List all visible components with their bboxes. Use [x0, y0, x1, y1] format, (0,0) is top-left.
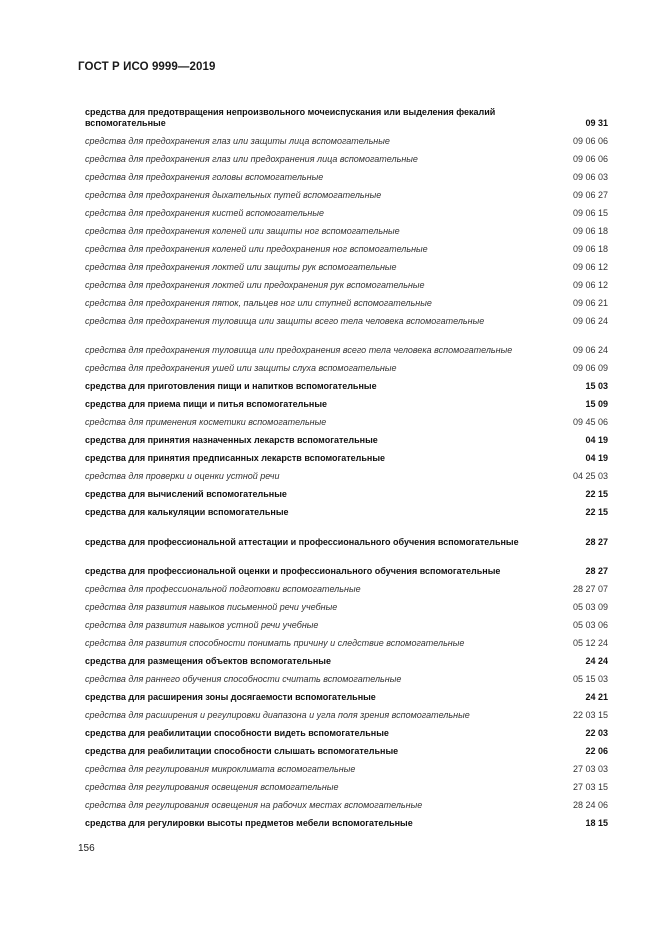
- document-header: ГОСТ Р ИСО 9999—2019: [78, 61, 216, 73]
- entry-term: средства для вычислений вспомогательные: [85, 489, 287, 499]
- entry-code: 09 06 12: [572, 279, 608, 290]
- entry-term: средства для развития навыков устной речи учебные: [85, 620, 319, 630]
- entry-code: 09 06 21: [572, 297, 608, 308]
- index-entry: [85, 595, 608, 613]
- entry-term: средства для раннего обучения способности считать вспомогательные: [85, 674, 402, 684]
- index-entry: [85, 775, 608, 793]
- entry-code: 09 31: [585, 117, 608, 128]
- entry-term: средства для предохранения локтей или предохранения рук вспомогательные: [85, 279, 425, 290]
- entry-term: средства для развития навыков письменной речи учебные: [85, 602, 338, 612]
- index-entry: [85, 446, 608, 464]
- index-entry: [85, 237, 608, 255]
- entry-term: средства для предохранения локтей или защиты рук вспомогательные: [85, 261, 397, 272]
- index-entry: [85, 482, 608, 500]
- entry-code: 09 06 06: [572, 153, 608, 164]
- entry-term: средства для профессиональной оценки и профессионального обучения вспомогательные: [85, 566, 501, 576]
- entry-term: средства для расширения и регулировки диапазона и угла поля зрения вспомогательные: [85, 710, 470, 720]
- index-entry: [85, 793, 608, 811]
- entry-code: 09 06 27: [572, 189, 608, 200]
- entry-code: 09 06 06: [572, 135, 608, 146]
- entry-code: 09 06 12: [572, 261, 608, 272]
- entry-code: 09 06 09: [572, 363, 608, 373]
- entry-code: 28 27 07: [572, 584, 608, 594]
- entry-term: средства для предотвращения непроизвольного мочеиспускания или выделения фекалий вспомогательные: [85, 106, 496, 128]
- index-entry: [85, 410, 608, 428]
- index-entry: [85, 327, 608, 357]
- entry-term: средства для принятия назначенных лекарств вспомогательные: [85, 435, 378, 445]
- index-entry: [85, 518, 608, 548]
- entry-code: 22 03: [585, 728, 608, 738]
- entry-code: 24 24: [585, 656, 608, 666]
- entry-term: средства для профессиональной аттестации и профессионального обучения вспомогательные: [85, 536, 519, 547]
- entry-term: средства для предохранения туловища или защиты всего тела человека вспомогательные: [85, 315, 485, 326]
- entry-term: средства для предохранения коленей или защиты ног вспомогательные: [85, 225, 400, 236]
- index-entry: [85, 613, 608, 631]
- index-entry: [85, 219, 608, 237]
- index-entry: [85, 165, 608, 183]
- entry-code: 05 03 09: [572, 602, 608, 612]
- entry-term: средства для проверки и оценки устной речи: [85, 471, 280, 481]
- entry-code: 28 24 06: [572, 800, 608, 810]
- entry-term: средства для размещения объектов вспомогательные: [85, 656, 332, 666]
- page-number: 156: [78, 843, 95, 854]
- entry-term: средства для профессиональной подготовки вспомогательные: [85, 584, 361, 594]
- entry-code: 09 06 24: [572, 345, 608, 355]
- entry-code: 27 03 03: [572, 764, 608, 774]
- entry-term: средства для регулирования освещения вспомогательные: [85, 782, 339, 792]
- entry-code: 22 03 15: [572, 710, 608, 720]
- index-entry: [85, 291, 608, 309]
- entry-code: 22 15: [585, 507, 608, 517]
- entry-code: 28 27: [585, 536, 608, 547]
- index-entry: [85, 99, 608, 129]
- entry-term: средства для калькуляции вспомогательные: [85, 507, 289, 517]
- index-entry: [85, 721, 608, 739]
- entry-term: средства для регулировки высоты предметов мебели вспомогательные: [85, 818, 413, 828]
- entry-code: 22 15: [585, 489, 608, 499]
- index-entry: [85, 374, 608, 392]
- entry-code: 04 19: [585, 435, 608, 445]
- index-entry: [85, 757, 608, 775]
- entry-term: средства для предохранения коленей или предохранения ног вспомогательные: [85, 243, 428, 254]
- entry-term: средства для развития способности понимать причину и следствие вспомогательные: [85, 638, 465, 648]
- entry-code: 15 03: [585, 381, 608, 391]
- entry-term: средства для регулирования микроклимата вспомогательные: [85, 764, 356, 774]
- entry-code: 04 25 03: [572, 471, 608, 481]
- entry-term: средства для предохранения пяток, пальцев ног или ступней вспомогательные: [85, 297, 432, 308]
- index-entry: [85, 201, 608, 219]
- index-entry: [85, 500, 608, 518]
- index-entry: [85, 649, 608, 667]
- entry-term: средства для приема пищи и питья вспомогательные: [85, 399, 328, 409]
- entry-code: 24 21: [585, 692, 608, 702]
- index-entry: [85, 685, 608, 703]
- entry-term: средства для реабилитации способности слышать вспомогательные: [85, 746, 399, 756]
- entry-term: средства для приготовления пищи и напитков вспомогательные: [85, 381, 377, 391]
- index-entry: [85, 147, 608, 165]
- entry-code: 09 45 06: [572, 417, 608, 427]
- entry-term: средства для предохранения ушей или защиты слуха вспомогательные: [85, 363, 397, 373]
- index-entry: [85, 667, 608, 685]
- index-entry: [85, 811, 608, 829]
- entry-code: 15 09: [585, 399, 608, 409]
- index-entry: [85, 255, 608, 273]
- entry-code: 22 06: [585, 746, 608, 756]
- entry-code: 09 06 18: [572, 243, 608, 254]
- index-entry: [85, 577, 608, 595]
- entry-term: средства для предохранения глаз или предохранения лица вспомогательные: [85, 153, 418, 164]
- index-entry: [85, 739, 608, 757]
- entry-term: средства для принятия предписанных лекарств вспомогательные: [85, 453, 386, 463]
- entry-term: средства для применения косметики вспомогательные: [85, 417, 327, 427]
- entry-code: 04 19: [585, 453, 608, 463]
- entry-term: средства для предохранения дыхательных путей вспомогательные: [85, 189, 382, 200]
- entry-term: средства для предохранения кистей вспомогательные: [85, 207, 324, 218]
- entry-term: средства для предохранения туловища или предохранения всего тела человека вспомогательные: [85, 345, 513, 355]
- index-entry: [85, 392, 608, 410]
- entry-code: 28 27: [585, 566, 608, 576]
- entry-term: средства для реабилитации способности видеть вспомогательные: [85, 728, 389, 738]
- index-entry-list: [85, 99, 608, 829]
- entry-code: 27 03 15: [572, 782, 608, 792]
- index-entry: [85, 703, 608, 721]
- entry-term: средства для расширения зоны досягаемости вспомогательные: [85, 692, 376, 702]
- index-entry: [85, 183, 608, 201]
- entry-code: 09 06 15: [572, 207, 608, 218]
- index-entry: [85, 356, 608, 374]
- index-entry: [85, 273, 608, 291]
- entry-code: 09 06 24: [572, 315, 608, 326]
- entry-code: 09 06 18: [572, 225, 608, 236]
- index-entry: [85, 464, 608, 482]
- index-entry: [85, 428, 608, 446]
- index-entry: [85, 309, 608, 327]
- entry-term: средства для предохранения головы вспомогательные: [85, 171, 324, 182]
- entry-code: 18 15: [585, 818, 608, 828]
- index-entry: [85, 631, 608, 649]
- entry-code: 09 06 03: [572, 171, 608, 182]
- entry-code: 05 15 03: [572, 674, 608, 684]
- index-entry: [85, 129, 608, 147]
- entry-term: средства для предохранения глаз или защиты лица вспомогательные: [85, 135, 390, 146]
- entry-code: 05 03 06: [572, 620, 608, 630]
- entry-code: 05 12 24: [572, 638, 608, 648]
- index-entry: [85, 548, 608, 578]
- entry-term: средства для регулирования освещения на рабочих местах вспомогательные: [85, 800, 423, 810]
